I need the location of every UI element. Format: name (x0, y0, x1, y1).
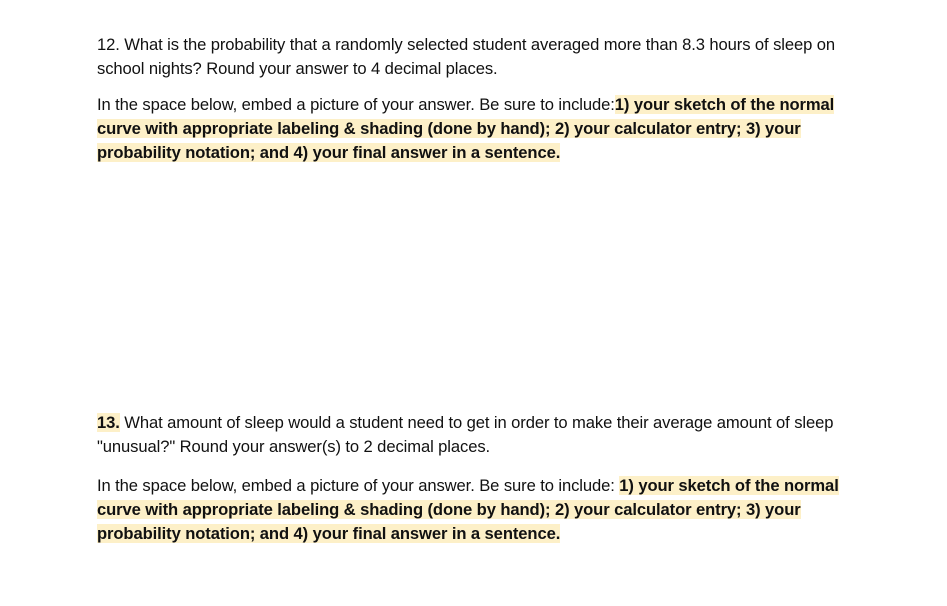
q13-question-text: What amount of sleep would a student need to get in order to make their average amount of sleep "unusual?" Round your answer(s) to 2 decimal places. (97, 413, 834, 456)
q12-answer-space[interactable] (97, 175, 857, 395)
q13-instructions (97, 474, 867, 546)
q12-instruction-intro: In the space below, embed a picture of your answer. Be sure to include: (97, 95, 615, 114)
q13-answer-space[interactable] (97, 555, 857, 600)
q12-question-text: What is the probability that a randomly selected student averaged more than 8.3 hours of sleep on school nights? Round your answer to 4 decimal places. (97, 35, 836, 78)
q12-instruction-highlight: 1) your sketch of the normal curve with appropriate labeling & shading (done by hand); 2) your calculator entry; 3) your probability notation; and 4) your final answer in a sentence. (97, 95, 835, 162)
q12-number: 12. (97, 35, 120, 54)
q13-number: 13. (97, 413, 120, 432)
q13-question (97, 411, 867, 459)
q13-instruction-highlight: 1) your sketch of the normal curve with appropriate labeling & shading (done by hand); 2) your calculator entry; 3) your probability notation; and 4) your final answer in a sentence. (97, 476, 839, 543)
q12-question (97, 33, 867, 81)
q13-instruction-intro: In the space below, embed a picture of your answer. Be sure to include: (97, 476, 620, 495)
q12-instructions (97, 93, 867, 165)
